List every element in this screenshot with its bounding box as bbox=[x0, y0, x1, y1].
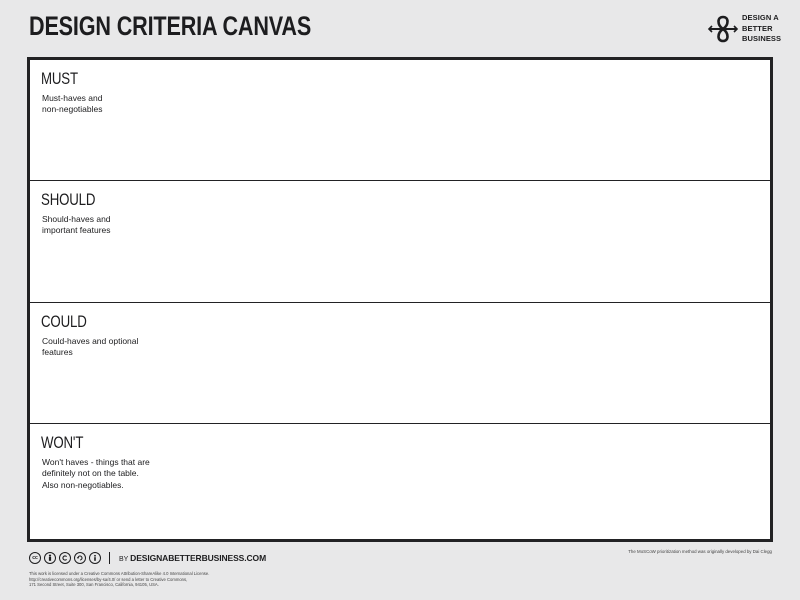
criteria-canvas bbox=[27, 57, 773, 542]
section-heading: COULD bbox=[41, 312, 87, 331]
section-description bbox=[42, 457, 192, 491]
page-title: DESIGN CRITERIA CANVAS bbox=[29, 11, 312, 41]
description-line: important features bbox=[42, 225, 111, 236]
brand-logo bbox=[707, 13, 782, 45]
section-description bbox=[42, 214, 192, 237]
section-description bbox=[42, 93, 192, 116]
by-icon bbox=[44, 552, 56, 564]
description-line: features bbox=[42, 347, 73, 358]
by-prefix: BY bbox=[119, 556, 129, 563]
license-text bbox=[29, 571, 289, 588]
license-line: 171 Second Street, Suite 300, San Francisco, California, 94105, USA. bbox=[29, 582, 159, 588]
license-badges bbox=[29, 551, 266, 565]
section-heading: SHOULD bbox=[41, 190, 96, 209]
footer-attribution[interactable] bbox=[119, 553, 266, 563]
section-heading: WON'T bbox=[41, 433, 84, 452]
section-must[interactable] bbox=[30, 60, 770, 181]
section-description bbox=[42, 336, 192, 359]
description-line: non-negotiables bbox=[42, 104, 103, 115]
brand-wordmark bbox=[742, 13, 782, 45]
description-line: Won't haves - things that are bbox=[42, 457, 150, 467]
section-could[interactable] bbox=[30, 303, 770, 424]
section-wont[interactable] bbox=[30, 424, 770, 539]
footer-divider bbox=[109, 552, 110, 564]
license-line: This work is licensed under a Creative Commons Attribution-ShareAlike 4.0 International License. bbox=[29, 571, 210, 576]
brand-line: BUSINESS bbox=[742, 34, 782, 43]
description-line: Could-haves and optional bbox=[42, 336, 139, 346]
description-line: definitely not on the table. bbox=[42, 468, 139, 479]
section-should[interactable] bbox=[30, 181, 770, 303]
info-icon bbox=[89, 552, 101, 564]
method-credit: The MoSCoW prioritization method was originally developed by Dai Clegg bbox=[628, 549, 772, 554]
cc-icon: cc bbox=[29, 552, 41, 564]
website-link[interactable]: DESIGNABETTERBUSINESS.COM bbox=[130, 553, 267, 563]
brand-line: DESIGN A bbox=[742, 13, 779, 22]
section-heading: MUST bbox=[41, 69, 78, 88]
copyright-icon bbox=[59, 552, 71, 564]
brand-line: BETTER bbox=[742, 23, 773, 33]
license-line: http://creativecommons.org/licenses/by-sa/4.0/ or send a letter to Creative Commons, bbox=[29, 576, 188, 582]
description-line: Also non-negotiables. bbox=[42, 479, 124, 490]
description-line: Must-haves and bbox=[42, 93, 103, 103]
sharealike-icon bbox=[74, 552, 86, 564]
description-line: Should-haves and bbox=[42, 214, 111, 224]
infinity-knot-icon bbox=[707, 13, 739, 45]
